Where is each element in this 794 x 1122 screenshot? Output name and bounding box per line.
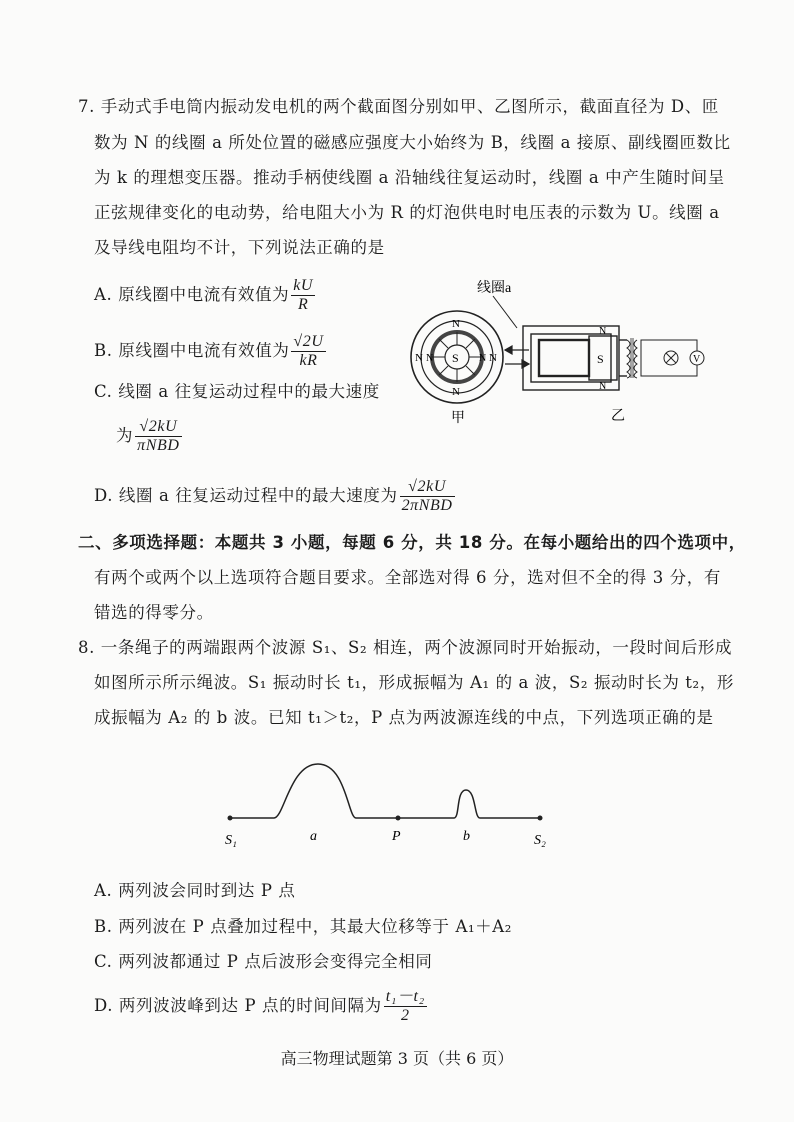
- q7-option-a-text: A. 原线圈中电流有效值为: [94, 285, 290, 304]
- fraction-denominator: 2: [400, 1007, 410, 1024]
- q7-option-c-text: 为: [116, 426, 134, 445]
- q8-line-2: 如图所示所示绳波。S₁ 振动时长 t₁，形成振幅为 A₁ 的 a 波，S₂ 振动时长为 t₂，形: [94, 673, 734, 692]
- q8-option-a: A. 两列波会同时到达 P 点: [94, 881, 296, 900]
- motion-double-arrow: [505, 346, 529, 368]
- section2-line-1: 二、多项选择题：本题共 3 小题，每题 6 分，共 18 分。在每小题给出的四个选项中，: [78, 533, 746, 552]
- pole-n-left: N: [426, 353, 434, 364]
- pole-n-yi-top: N: [599, 326, 607, 337]
- q7-line-3: 为 k 的理想变压器。推动手柄使线圈 a 沿轴线往复运动时，线圈 a 中产生随时间呈: [94, 168, 725, 187]
- figure-label-jia: 甲: [451, 411, 465, 426]
- point-p-dot: [396, 816, 401, 821]
- label-p: P: [392, 829, 401, 844]
- q8-option-d: [94, 988, 429, 1025]
- q7-option-b-text: B. 原线圈中电流有效值为: [94, 341, 290, 360]
- figure-label-yi: 乙: [611, 409, 625, 424]
- label-s1: S₁: [225, 833, 237, 848]
- q8-option-d-text: D. 两列波波峰到达 P 点的时间间隔为: [94, 996, 382, 1015]
- pole-s-yi: S: [597, 352, 604, 366]
- fraction-numerator: √2kU: [135, 418, 181, 437]
- label-wave-a: a: [310, 829, 317, 844]
- pole-n-yi-bottom: N: [599, 381, 607, 392]
- source-s2-dot: [538, 816, 543, 821]
- fraction-numerator: √2U: [293, 333, 324, 350]
- q8-option-d-fraction: [384, 988, 427, 1025]
- q7-option-d: [94, 478, 457, 515]
- q7-line-1: 7. 手动式手电筒内振动发电机的两个截面图分别如甲、乙图所示，截面直径为 D、匝: [78, 97, 719, 116]
- voltmeter-label: V: [693, 354, 701, 365]
- q8-line-3: 成振幅为 A₂ 的 b 波。已知 t₁＞t₂，P 点为两波源连线的中点，下列选项正确的是: [94, 708, 714, 727]
- pole-n-right-outer: N: [489, 352, 497, 364]
- q8-option-c: C. 两列波都通过 P 点后波形会变得完全相同: [94, 952, 433, 971]
- fraction-denominator: πNBD: [137, 437, 180, 454]
- longitudinal-section-yi: [523, 326, 704, 390]
- label-s2: S₂: [534, 833, 546, 848]
- rope-waveform: [230, 764, 540, 818]
- fraction-numerator: t₁－t₂: [385, 988, 425, 1005]
- q7-line-2: 数为 N 的线圈 a 所处位置的磁感应强度大小始终为 B，线圈 a 接原、副线圈匝数比: [94, 133, 731, 152]
- q7-option-b: [94, 333, 328, 370]
- pole-n-bottom: N: [452, 386, 460, 398]
- pole-n-left-outer: N: [415, 352, 423, 364]
- q8-option-b: B. 两列波在 P 点叠加过程中，其最大位移等于 A₁＋A₂: [94, 917, 513, 936]
- section2-line-3: 错选的得零分。: [94, 603, 214, 622]
- source-s1-dot: [228, 816, 233, 821]
- pole-s-center: S: [452, 351, 459, 365]
- q7-option-b-fraction: [291, 333, 325, 370]
- label-wave-b: b: [463, 829, 470, 844]
- section2-line-2: 有两个或两个以上选项符合题目要求。全部选对得 6 分，选对但不全的得 3 分，有: [94, 568, 721, 587]
- q7-option-c-fraction: [135, 418, 181, 455]
- q7-option-c-line-2: [116, 418, 184, 455]
- q7-generator-figure: [405, 270, 715, 430]
- fraction-denominator: R: [297, 296, 309, 313]
- coil-label-leader: [493, 296, 517, 328]
- q7-option-c-line-1: C. 线圈 a 往复运动过程中的最大速度: [94, 382, 380, 401]
- q8-line-1: 8. 一条绳子的两端跟两个波源 S₁、S₂ 相连，两个波源同时开始振动，一段时间后形成: [78, 638, 733, 657]
- q7-option-a: [94, 277, 317, 314]
- fraction-denominator: 2πNBD: [401, 497, 453, 514]
- fraction-denominator: kR: [299, 352, 318, 369]
- pole-n-right: N: [479, 353, 487, 364]
- coil-a-label: 线圈a: [477, 281, 512, 296]
- fraction-numerator: kU: [293, 277, 314, 294]
- page-footer: 高三物理试题第 3 页（共 6 页）: [280, 1049, 514, 1068]
- q7-option-d-text: D. 线圈 a 往复运动过程中的最大速度为: [94, 486, 398, 505]
- q7-line-4: 正弦规律变化的电动势，给电阻大小为 R 的灯泡供电时电压表的示数为 U。线圈 a: [94, 203, 720, 222]
- pole-n-top: N: [452, 318, 460, 330]
- q7-line-5: 及导线电阻均不计，下列说法正确的是: [94, 238, 385, 257]
- fraction-numerator: √2kU: [400, 478, 455, 497]
- q7-option-a-fraction: [291, 277, 315, 314]
- q8-wave-figure: [210, 760, 560, 855]
- q7-option-d-fraction: [400, 478, 455, 515]
